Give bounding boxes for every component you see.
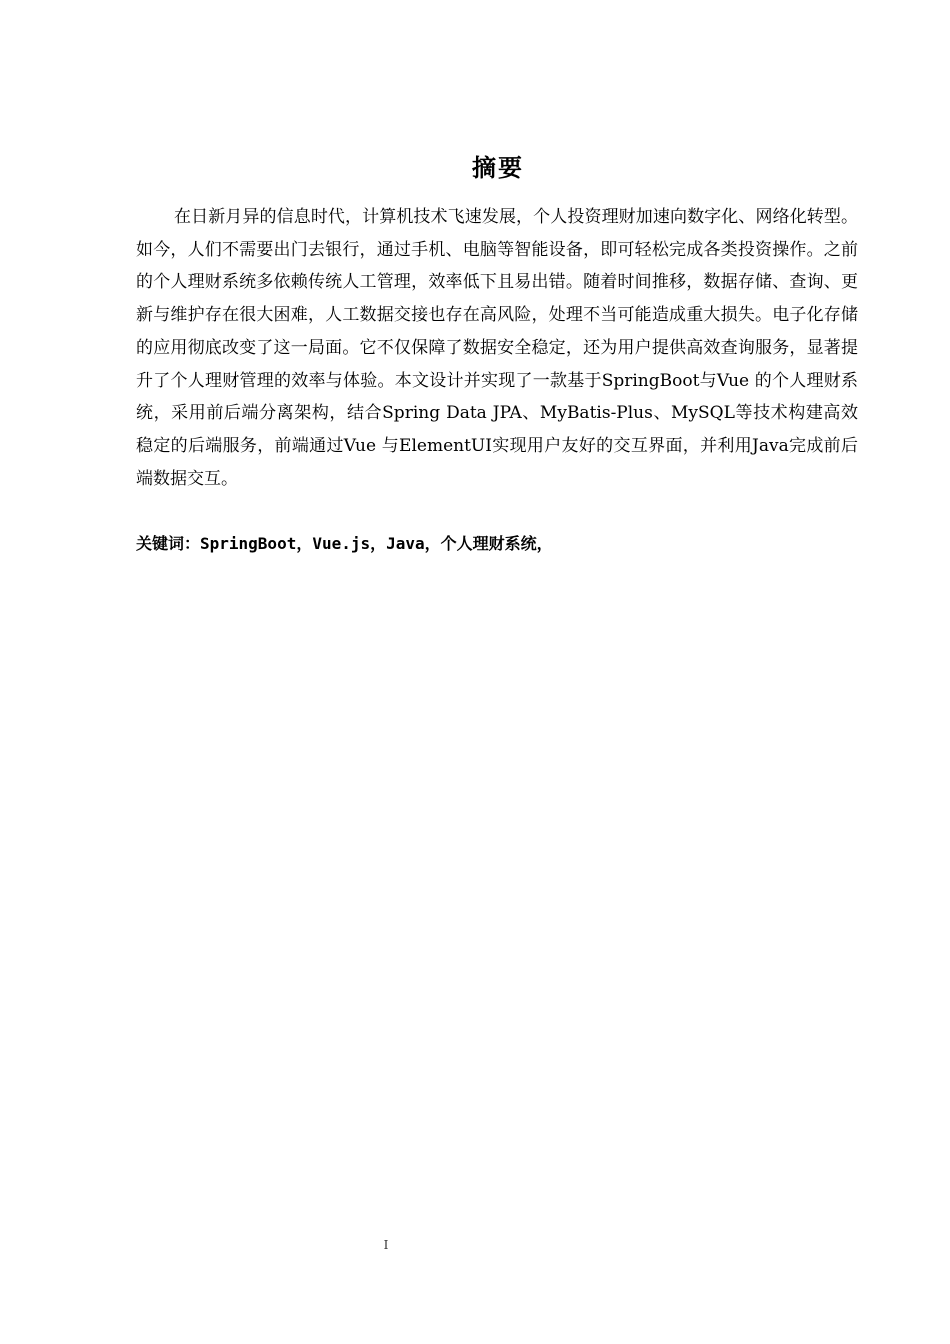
keywords-line: 关键词：SpringBoot，Vue.js，Java，个人理财系统，	[136, 534, 553, 553]
abstract-title: 摘要	[472, 154, 524, 183]
abstract-paragraph: 在日新月异的信息时代，计算机技术飞速发展，个人投资理财加速向数字化、网络化转型。如今，人们不需要出门去银行，通过手机、电脑等智能设备，即可轻松完成各类投资操作。之前的个人理财系统多依赖传统人工管理，效率低下且易出错。随着时间推移，数据存储、查询、更新与维护存在很大困难，人工数据交接也存在高风险，处理不当可能造成重大损失。电子化存储的应用彻底改变了这一局面。它不仅保障了数据安全稳定，还为用户提供高效查询服务，显著提升了个人理财管理的效率与体验。本文设计并实现了一款基于SpringBoot与Vue 的个人理财系统，采用前后端分离架构，结合Spring Data JPA、MyBatis-Plus、MySQL等技术构建高效稳定的后端服务，前端通过Vue 与ElementUI实现用户友好的交互界面，并利用Java完成前后端数据交互。	[136, 207, 858, 489]
page-number: I	[383, 1238, 389, 1252]
